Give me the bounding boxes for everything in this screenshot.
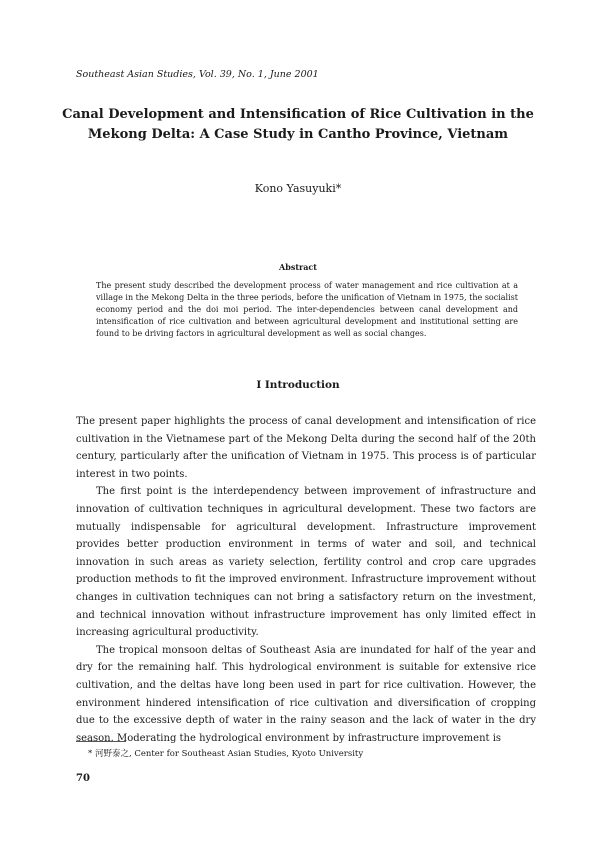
footnote: * 河野泰之, Center for Southeast Asian Studies, Kyoto University xyxy=(88,749,364,759)
section-heading: I Introduction xyxy=(256,379,340,391)
page-number: 70 xyxy=(76,773,90,784)
paragraph-1: The present paper highlights the process of canal development and intensification of rice cultivation in the Vietnamese part of the Mekong Delta during the second half of the 20th century, particularly after the unification of Vietnam in 1975. This process is of particular interest in two points. xyxy=(76,416,536,480)
journal-citation: Southeast Asian Studies, Vol. 39, No. 1, June 2001 xyxy=(76,69,319,80)
abstract-heading: Abstract xyxy=(279,262,317,272)
footnote-divider xyxy=(76,741,126,742)
paper-title: Canal Development and Intensification of Rice Cultivation in the Mekong Delta: A Case Study in Cantho Province, Vietnam xyxy=(62,107,534,142)
body-text xyxy=(76,413,536,747)
paragraph-3: The tropical monsoon deltas of Southeast Asia are inundated for half of the year and dry for the remaining half. This hydrological environment is suitable for extensive rice cultivation, and the deltas have long been used in part for rice cultivation. However, the environment hindered intensification of rice cultivation and diversification of cropping due to the excessive depth of water in the rainy season and the lack of water in the dry season. Moderating the hydrological environment by infrastructure improvement is xyxy=(76,644,536,744)
abstract-text: The present study described the development process of water management and rice cultivation at a village in the Mekong Delta in the three periods, before the unification of Vietnam in 1975, the socialist economy period and the doi moi period. The inter-dependencies between canal development and intensification of rice cultivation and between agricultural development and institutional setting are found to be driving factors in agricultural development as well as social changes. xyxy=(96,281,518,338)
author-name: Kono Yasuyuki* xyxy=(254,182,342,195)
paragraph-2: The first point is the interdependency between improvement of infrastructure and innovation of cultivation techniques in agricultural development. These two factors are mutually indispensable for agricultural development. Infrastructure improvement provides better production environment in terms of water and soil, and technical innovation in such areas as variety selection, fertility control and crop care upgrades production methods to fit the improved environment. Infrastructure improvement without changes in cultivation techniques can not bring a satisfactory return on the investment, and technical innovation without infrastructure improvement has only limited effect in increasing agricultural productivity. xyxy=(76,486,536,639)
abstract-body xyxy=(96,280,518,340)
